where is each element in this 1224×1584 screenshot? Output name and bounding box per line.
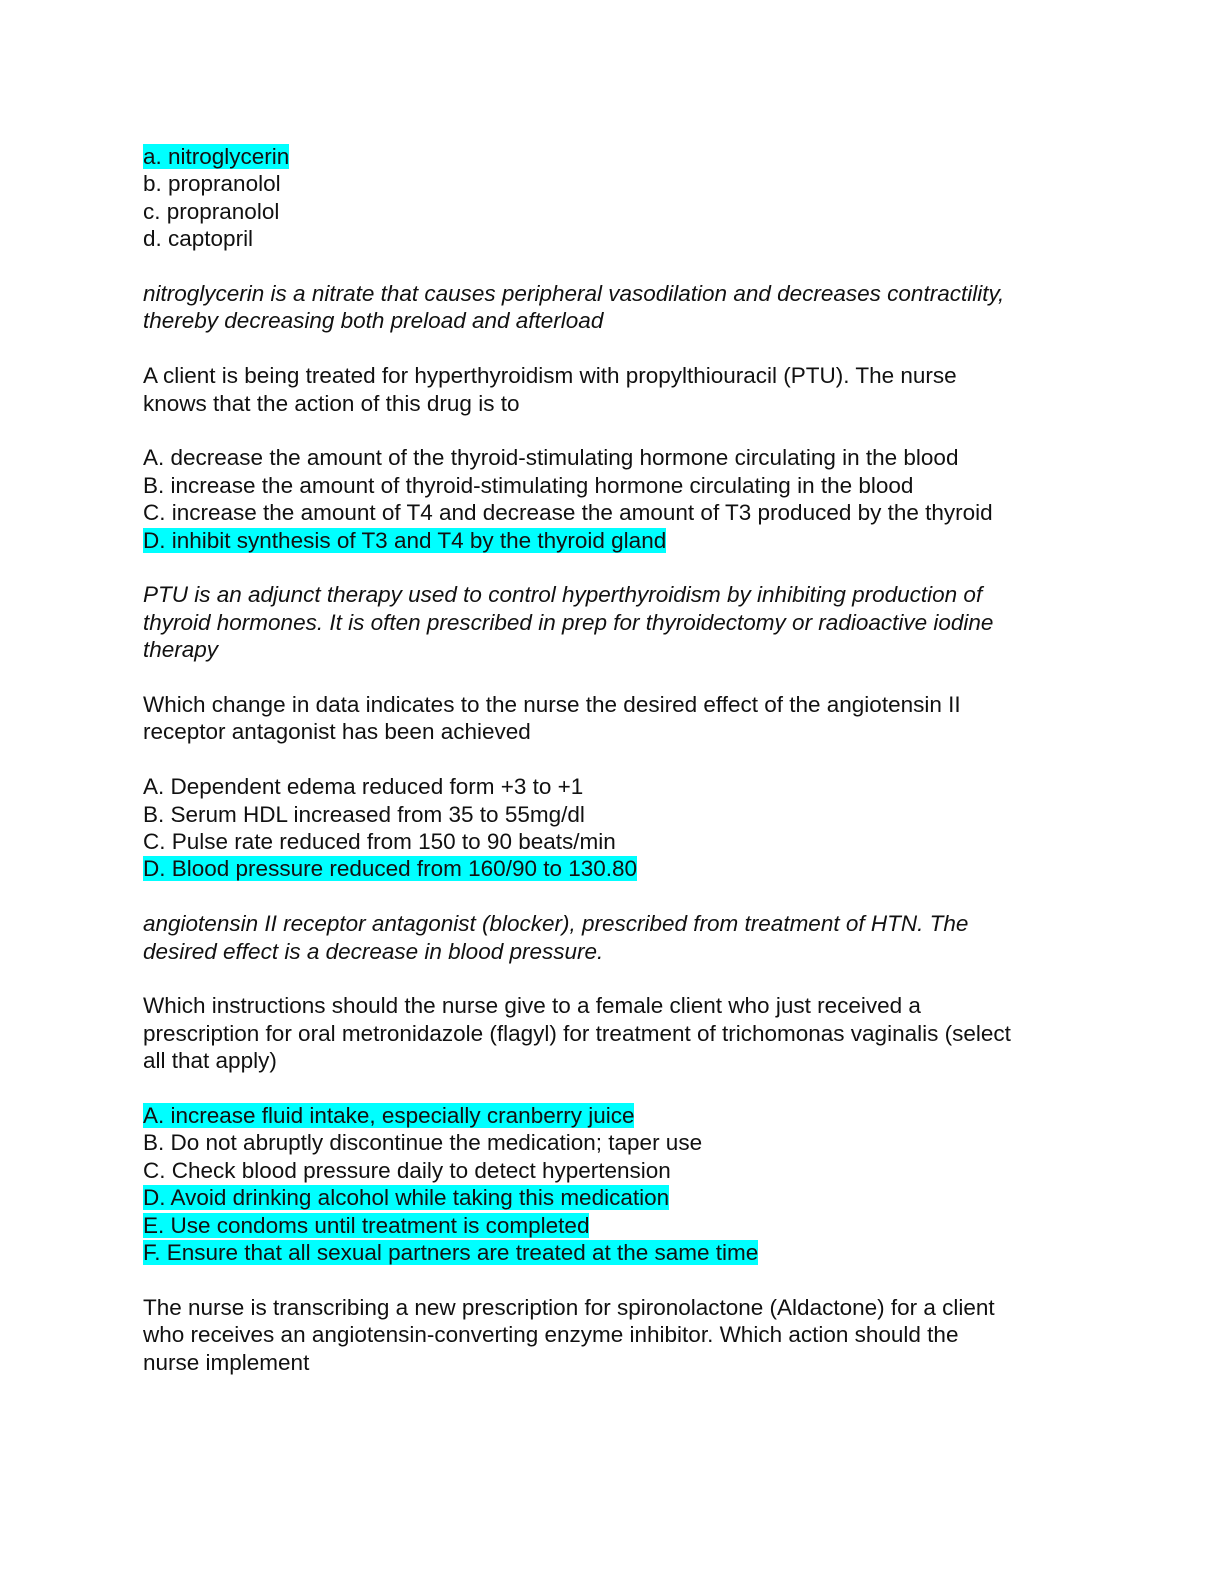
answer-option: A. decrease the amount of the thyroid-stimulating hormone circulating in the blood — [143, 445, 959, 471]
answer-option: C. Pulse rate reduced from 150 to 90 beats/min — [143, 829, 616, 855]
spacer — [143, 883, 1083, 910]
rationale-line: desired effect is a decrease in blood pressure. — [143, 938, 604, 964]
answer-option — [143, 527, 1083, 554]
spacer — [143, 253, 1083, 280]
question-line: knows that the action of this drug is to — [143, 390, 520, 416]
answer-option: b. propranolol — [143, 171, 281, 197]
highlighted-correct-answer: D. Blood pressure reduced from 160/90 to 130.80 — [143, 856, 638, 882]
answer-option: B. Serum HDL increased from 35 to 55mg/dl — [143, 801, 585, 827]
answer-option — [143, 1102, 1083, 1129]
question-2-options — [143, 444, 1083, 554]
answer-option: c. propranolol — [143, 198, 280, 224]
document-page — [143, 143, 1083, 1376]
question-line: Which change in data indicates to the nurse the desired effect of the angiotensin II — [143, 692, 961, 718]
highlighted-correct-answer: A. increase fluid intake, especially cranberry juice — [143, 1103, 635, 1129]
question-line: A client is being treated for hyperthyroidism with propylthiouracil (PTU). The nurse — [143, 363, 957, 389]
spacer — [143, 664, 1083, 691]
spacer — [143, 554, 1083, 581]
answer-option: C. increase the amount of T4 and decrease the amount of T3 produced by the thyroid — [143, 500, 993, 526]
answer-option — [143, 1184, 1083, 1211]
spacer — [143, 417, 1083, 444]
answer-option: B. Do not abruptly discontinue the medication; taper use — [143, 1130, 703, 1156]
answer-option — [143, 143, 1083, 170]
highlighted-correct-answer: D. inhibit synthesis of T3 and T4 by the thyroid gland — [143, 527, 667, 553]
rationale-line: thereby decreasing both preload and afterload — [143, 308, 604, 334]
answer-option: C. Check blood pressure daily to detect hypertension — [143, 1157, 671, 1183]
question-4-stem — [143, 992, 1083, 1074]
question-5-stem — [143, 1294, 1083, 1376]
spacer — [143, 1075, 1083, 1102]
question-1-options — [143, 143, 1083, 253]
rationale-line: nitroglycerin is a nitrate that causes peripheral vasodilation and decreases contractility, — [143, 281, 1005, 307]
answer-option — [143, 1212, 1083, 1239]
highlighted-correct-answer: a. nitroglycerin — [143, 144, 290, 169]
answer-option — [143, 1239, 1083, 1266]
question-line: Which instructions should the nurse give to a female client who just received a — [143, 993, 921, 1019]
question-2-rationale — [143, 581, 1083, 663]
answer-option: A. Dependent edema reduced form +3 to +1 — [143, 774, 584, 800]
rationale-line: PTU is an adjunct therapy used to control hyperthyroidism by inhibiting production of — [143, 582, 983, 608]
answer-option: B. increase the amount of thyroid-stimulating hormone circulating in the blood — [143, 472, 914, 498]
question-line: receptor antagonist has been achieved — [143, 719, 531, 745]
answer-option — [143, 855, 1083, 882]
question-3-stem — [143, 691, 1083, 746]
rationale-line: therapy — [143, 637, 219, 663]
rationale-line: thyroid hormones. It is often prescribed in prep for thyroidectomy or radioactive iodine — [143, 609, 994, 635]
question-1-rationale — [143, 280, 1083, 335]
question-line: who receives an angiotensin-converting enzyme inhibitor. Which action should the — [143, 1322, 959, 1348]
question-3-options — [143, 773, 1083, 883]
question-2-stem — [143, 362, 1083, 417]
spacer — [143, 335, 1083, 362]
question-4-options — [143, 1102, 1083, 1266]
question-line: nurse implement — [143, 1349, 310, 1375]
rationale-line: angiotensin II receptor antagonist (blocker), prescribed from treatment of HTN. The — [143, 911, 969, 937]
question-line: all that apply) — [143, 1048, 277, 1074]
highlighted-correct-answer: E. Use condoms until treatment is completed — [143, 1212, 590, 1238]
question-line: The nurse is transcribing a new prescription for spironolactone (Aldactone) for a client — [143, 1294, 995, 1320]
highlighted-correct-answer: D. Avoid drinking alcohol while taking this medication — [143, 1185, 670, 1211]
highlighted-correct-answer: F. Ensure that all sexual partners are treated at the same time — [143, 1240, 759, 1266]
question-3-rationale — [143, 910, 1083, 965]
question-line: prescription for oral metronidazole (flagyl) for treatment of trichomonas vaginalis (select — [143, 1020, 1011, 1046]
spacer — [143, 746, 1083, 773]
spacer — [143, 1267, 1083, 1294]
spacer — [143, 965, 1083, 992]
answer-option: d. captopril — [143, 226, 254, 252]
